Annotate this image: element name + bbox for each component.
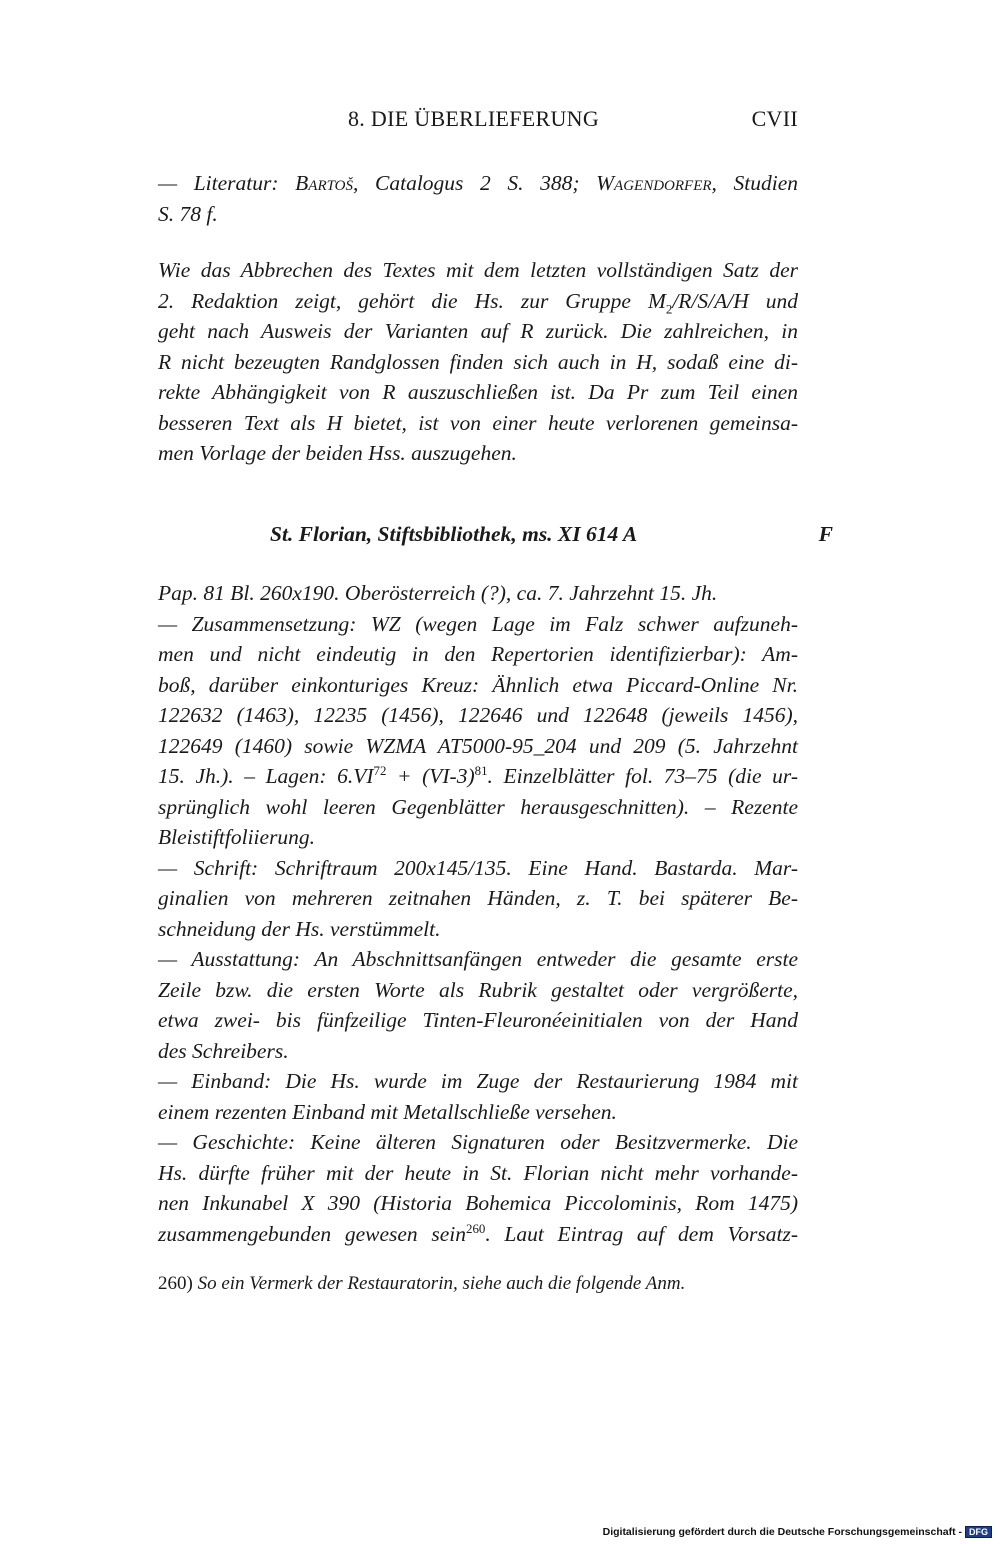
paragraph-line: men Vorlage der beiden Hss. auszugehen. (158, 441, 517, 465)
description-line: — Ausstattung: An Abschnittsanfängen entweder die gesamte erste (158, 947, 798, 971)
footnote-reference[interactable]: 260 (466, 1221, 486, 1236)
manuscript-title: St. Florian, Stiftsbibliothek, ms. XI 614 A (270, 522, 638, 546)
literatur-text: , Catalogus 2 S. 388; (353, 171, 597, 195)
footnote-number: 260) (158, 1273, 193, 1294)
description-line (158, 1219, 798, 1250)
description-line: — Zusammensetzung: WZ (wegen Lage im Falz schwer aufzuneh- (158, 611, 798, 636)
description-line: des Schreibers. (158, 1038, 289, 1063)
paragraph-text: 2. Redaktion zeigt, gehört die Hs. zur Gruppe M (158, 288, 666, 313)
description-line: nen Inkunabel X 390 (Historia Bohemica Piccolominis, Rom 1475) (158, 1191, 798, 1215)
subscript: 2 (665, 301, 673, 316)
paragraph-text: /R/S/A/H und (672, 288, 798, 313)
description-text: . Einzelblätter fol. 73–75 (die ur- (487, 764, 799, 788)
description-text: zusammengebunden gewesen sein (158, 1221, 466, 1246)
literatur-entry (158, 168, 798, 229)
description-line: einem rezenten Einband mit Metallschließe versehen. (158, 1099, 617, 1124)
description-line: — Geschichte: Keine älteren Signaturen oder Besitzvermerke. Die (158, 1130, 798, 1154)
dfg-logo: DFG (965, 1526, 992, 1538)
superscript: 72 (373, 763, 387, 778)
funding-credit (603, 1526, 992, 1538)
description-line: ginalien von mehreren zeitnahen Händen, z. T. bei späterer Be- (158, 886, 798, 910)
footnote (158, 1271, 798, 1297)
description-line: etwa zwei- bis fünfzeilige Tinten-Fleuronéeinitialen von der Hand (158, 1008, 798, 1032)
literatur-line: S. 78 f. (158, 201, 218, 226)
description-line: Zeile bzw. die ersten Worte als Rubrik gestaltet oder vergrößerte, (158, 977, 798, 1002)
paragraph-redaktion (158, 255, 798, 469)
paragraph-line: Wie das Abbrechen des Textes mit dem letzten vollständigen Satz der (158, 258, 798, 282)
description-line: — Schrift: Schriftraum 200x145/135. Eine Hand. Bastarda. Mar- (158, 855, 798, 880)
paragraph-line: besseren Text als H bietet, ist von einer heute verlorenen gemeinsa- (158, 410, 798, 435)
description-line (158, 761, 798, 792)
description-line: Hs. dürfte früher mit der heute in St. Florian nicht mehr vorhande- (158, 1160, 798, 1185)
footnote-text: So ein Vermerk der Restauratorin, siehe auch die folgende Anm. (197, 1273, 686, 1294)
superscript: 81 (474, 763, 488, 778)
description-text: + (VI-3) (386, 764, 475, 788)
paragraph-line: rekte Abhängigkeit von R auszuschließen ist. Da Pr zum Teil einen (158, 380, 798, 404)
paragraph-line (158, 286, 798, 317)
description-line: sprünglich wohl leeren Gegenblätter herausgeschnitten). – Rezente (158, 794, 798, 819)
manuscript-siglum: F (818, 522, 833, 546)
description-line: Pap. 81 Bl. 260x190. Oberösterreich (?), ca. 7. Jahrzehnt 15. Jh. (158, 581, 718, 605)
description-line: 122649 (1460) sowie WZMA AT5000-95_204 und 209 (5. Jahrzehnt (158, 733, 798, 758)
description-line: 122632 (1463), 12235 (1456), 122646 und 122648 (jeweils 1456), (158, 703, 798, 727)
literatur-line (158, 168, 798, 199)
credit-text: Digitalisierung gefördert durch die Deutsche Forschungsgemeinschaft - (602, 1526, 962, 1538)
description-line: Bleistiftfoliierung. (158, 825, 316, 849)
description-line: — Einband: Die Hs. wurde im Zuge der Restaurierung 1984 mit (158, 1069, 798, 1093)
page-number: CVII (751, 106, 798, 131)
author-name: Bartoš (295, 171, 354, 195)
manuscript-description (158, 578, 798, 1249)
description-text: 15. Jh.). – Lagen: 6.VI (158, 764, 374, 788)
author-name: Wagendorfer (596, 171, 712, 195)
description-line: boß, darüber einkonturiges Kreuz: Ähnlich etwa Piccard-Online Nr. (158, 672, 798, 697)
description-line: men und nicht eindeutig in den Repertorien identifizierbar): Am- (158, 642, 798, 666)
literatur-text: , Studien (711, 171, 798, 195)
description-text: . Laut Eintrag auf dem Vorsatz- (485, 1221, 799, 1246)
manuscript-heading (158, 522, 833, 554)
paragraph-line: geht nach Ausweis der Varianten auf R zurück. Die zahlreichen, in (158, 319, 798, 343)
description-line: schneidung der Hs. verstümmelt. (158, 916, 441, 941)
running-head (158, 106, 798, 136)
paragraph-line: R nicht bezeugten Randglossen finden sich auch in H, sodaß eine di- (158, 349, 798, 374)
literatur-label: — Literatur: (158, 171, 296, 195)
running-head-title: 8. DIE ÜBERLIEFERUNG (348, 106, 600, 131)
